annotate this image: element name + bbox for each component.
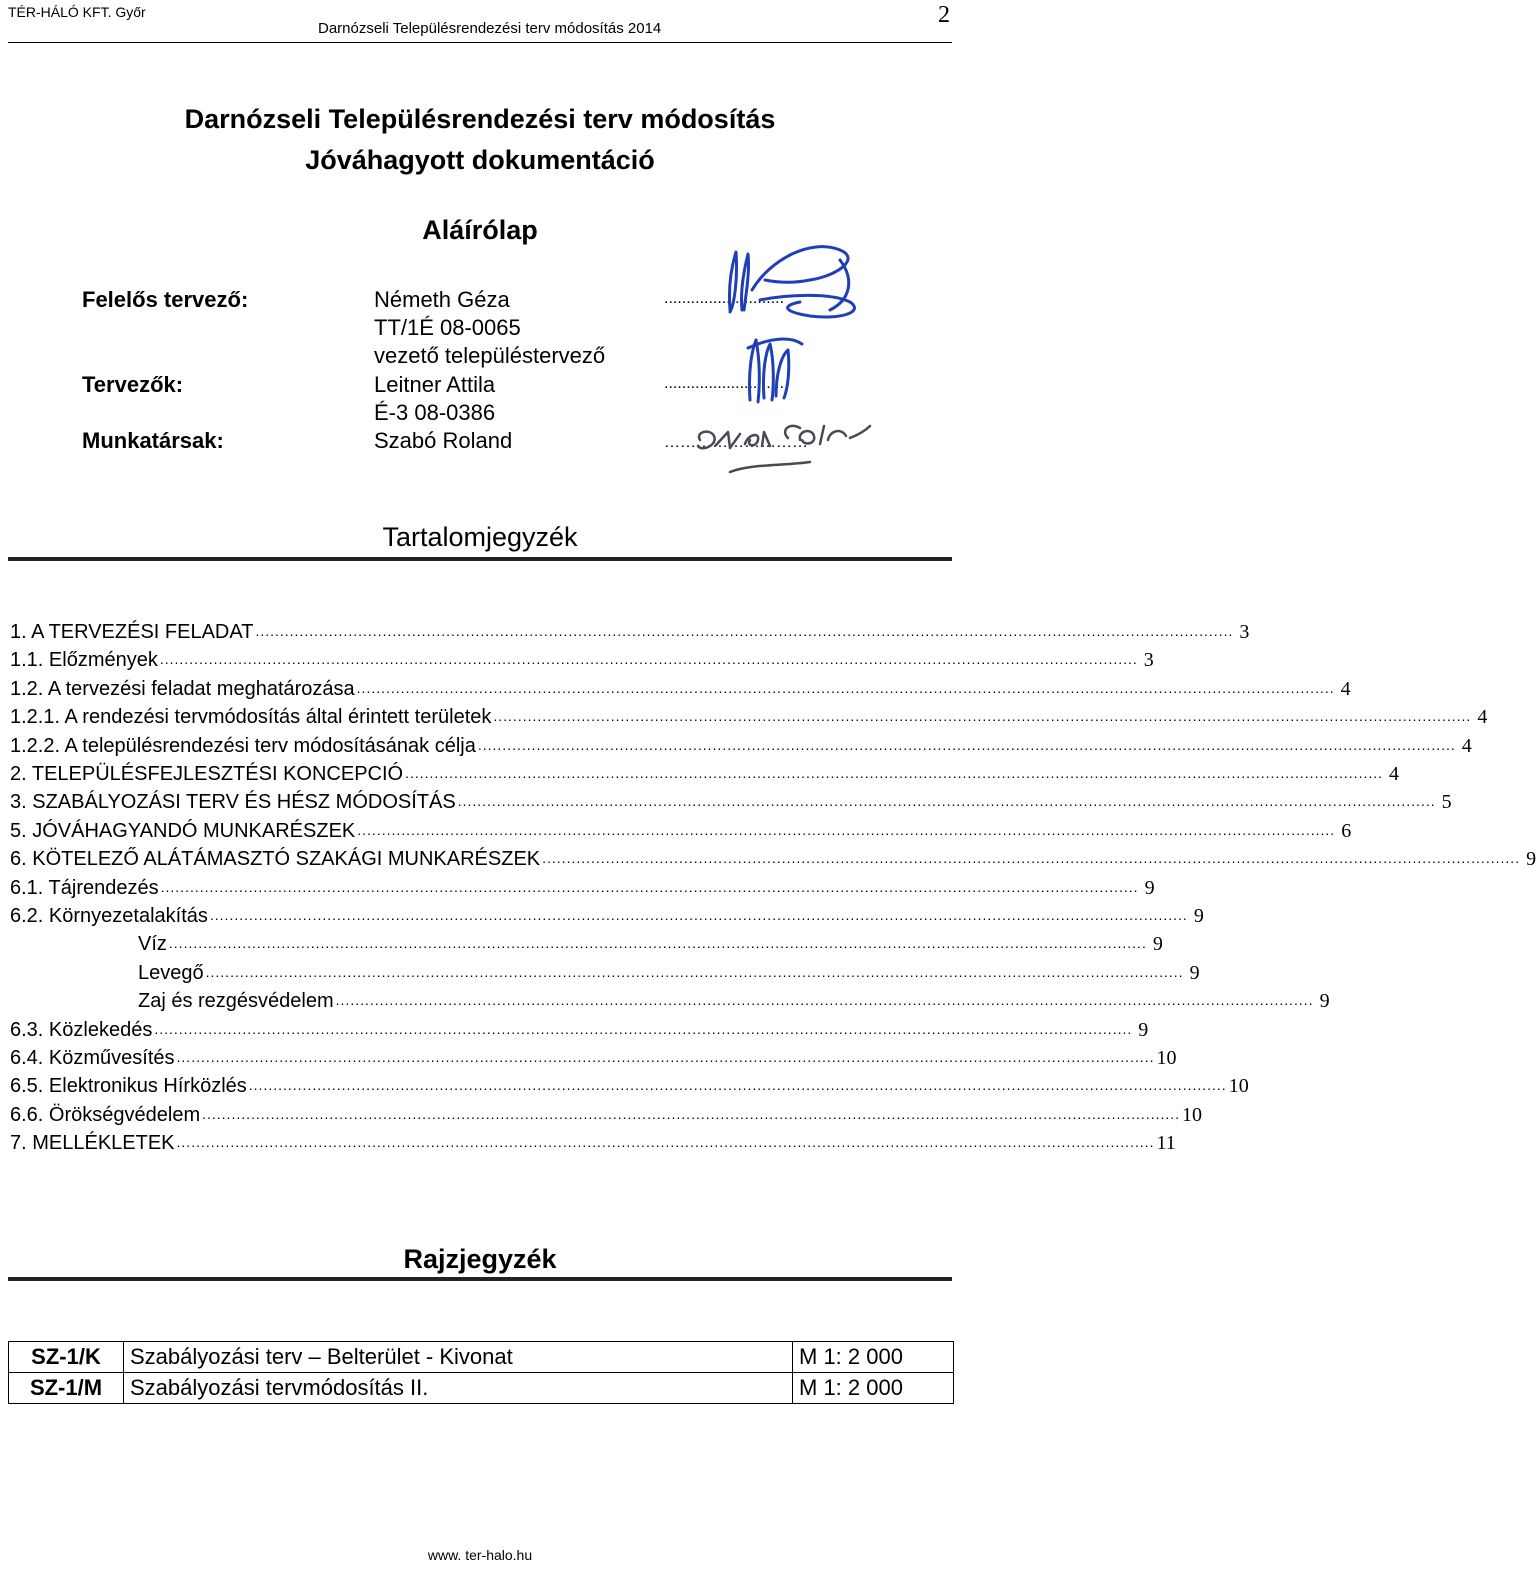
toc-divider	[8, 557, 952, 561]
toc-entry[interactable]	[10, 703, 1488, 731]
toc-title: Tartalomjegyzék	[382, 522, 578, 552]
toc-entry-page: 3	[1239, 621, 1250, 643]
drawings-divider	[8, 1277, 952, 1281]
toc-entry-page: 9	[1526, 848, 1536, 871]
designer-name: Leitner Attila	[374, 372, 496, 397]
toc-entry-label: 6.3. Közlekedés	[10, 1018, 153, 1041]
toc-entry-label: 1.2.2. A településrendezési terv módosításának célja	[10, 734, 476, 757]
toc-leader-dots: ........................................................................................................................................................................................................	[176, 1049, 1155, 1065]
toc-entry-page: 9	[1193, 905, 1204, 927]
toc-entry[interactable]	[10, 874, 1155, 902]
toc-leader-dots: ........................................................................................................................................................................................................	[405, 765, 1384, 781]
toc-entry[interactable]	[10, 788, 1452, 816]
staff-name: Szabó Roland	[374, 428, 513, 453]
toc-entry-label: 5. JÓVÁHAGYANDÓ MUNKARÉSZEK	[10, 819, 356, 842]
drawings-table	[8, 1341, 954, 1404]
toc-entry[interactable]	[10, 646, 1154, 674]
responsible-designer-label: Felelős tervező:	[82, 287, 249, 312]
drawing-name: Szabályozási tervmódosítás II.	[124, 1373, 793, 1404]
toc-entry-label: 1. A TERVEZÉSI FELADAT	[10, 621, 254, 643]
handwritten-signatures	[690, 240, 890, 500]
toc-leader-dots: ........................................................................................................................................................................................................	[493, 708, 1472, 725]
toc-leader-dots: ........................................................................................................................................................................................................	[477, 736, 1456, 753]
toc-entry-page: 9	[1138, 1018, 1149, 1041]
header-divider	[8, 42, 952, 43]
toc-entry-label: 6. KÖTELEZŐ ALÁTÁMASZTÓ SZAKÁGI MUNKARÉSZEK	[10, 848, 541, 871]
drawing-name: Szabályozási terv – Belterület - Kivonat	[124, 1342, 793, 1373]
toc-entry-label: 6.1. Tájrendezés	[10, 876, 159, 899]
signature-line-2: ...........................	[664, 375, 785, 392]
toc-leader-dots: ........................................................................................................................................................................................................	[356, 679, 1335, 696]
drawing-scale: M 1: 2 000	[793, 1342, 954, 1373]
document-subtitle: Jóváhagyott dokumentáció	[305, 145, 655, 175]
toc-entry[interactable]	[10, 817, 1352, 845]
toc-leader-dots: ........................................................................................................................................................................................................	[159, 651, 1138, 668]
responsible-designer-name: Németh Géza	[374, 287, 510, 312]
toc-entry[interactable]	[10, 760, 1400, 788]
toc-entry[interactable]	[10, 959, 1200, 987]
toc-leader-dots: ........................................................................................................................................................................................................	[202, 1105, 1181, 1122]
toc-entry-label: 7. MELLÉKLETEK	[10, 1132, 175, 1155]
document-title: Darnózseli Településrendezési terv módosítás	[184, 104, 776, 134]
toc-leader-dots: ........................................................................................................................................................................................................	[248, 1077, 1227, 1094]
designers-label: Tervezők:	[82, 372, 184, 397]
toc-entry-page: 4	[1389, 763, 1400, 785]
toc-entry-page: 10	[1228, 1075, 1249, 1098]
signature-line-1: ...........................	[664, 290, 785, 307]
header-company: TÉR-HÁLÓ KFT. Győr	[8, 4, 146, 20]
responsible-designer-registration: TT/1É 08-0065	[374, 315, 521, 340]
toc-entry[interactable]	[10, 1101, 1203, 1129]
staff-label: Munkatársak:	[82, 428, 224, 453]
toc-entry[interactable]	[10, 987, 1330, 1015]
toc-entry-label: 1.1. Előzmények	[10, 649, 158, 672]
drawing-code: SZ-1/M	[9, 1373, 124, 1404]
toc-entry-page: 9	[1152, 933, 1163, 956]
toc-leader-dots: ........................................................................................................................................................................................................	[335, 992, 1314, 1009]
toc-entry-label: 1.2. A tervezési feladat meghatározása	[10, 677, 355, 700]
toc-leader-dots: ........................................................................................................................................................................................................	[205, 963, 1184, 980]
responsible-designer-role: vezető településtervező	[374, 343, 606, 368]
toc-entry[interactable]	[10, 1016, 1149, 1044]
toc-entry-label: Levegő	[138, 961, 204, 984]
toc-entry[interactable]	[10, 930, 1163, 958]
toc-entry-page: 6	[1341, 819, 1352, 842]
toc-entry[interactable]	[10, 902, 1204, 930]
toc-entry-page: 4	[1340, 677, 1351, 700]
signature-line-3: ………………………	[664, 434, 808, 451]
toc-leader-dots: ........................................................................................................................................................................................................	[168, 935, 1147, 952]
header-doc-title: Darnózseli Településrendezési terv módosítás 2014	[318, 20, 662, 37]
toc-entry-label: 6.6. Örökségvédelem	[10, 1103, 201, 1126]
toc-entry-page: 9	[1144, 876, 1155, 899]
drawing-scale: M 1: 2 000	[793, 1373, 954, 1404]
table-row	[9, 1373, 954, 1404]
toc-entry-page: 9	[1189, 961, 1200, 984]
toc-leader-dots: ........................................................................................................................................................................................................	[209, 907, 1188, 923]
toc-entry-label: 1.2.1. A rendezési tervmódosítás által érintett területek	[10, 706, 492, 729]
toc-entry[interactable]	[10, 732, 1472, 760]
toc-entry-label: 6.4. Közművesítés	[10, 1047, 175, 1069]
toc-entry-label: 3. SZABÁLYOZÁSI TERV ÉS HÉSZ MÓDOSÍTÁS	[10, 791, 456, 814]
toc-entry[interactable]	[10, 1129, 1176, 1157]
toc-entry-page: 5	[1441, 791, 1452, 814]
toc-entry-page: 3	[1143, 649, 1154, 672]
toc-entry[interactable]	[10, 1044, 1177, 1072]
toc-leader-dots: ........................................................................................................................................................................................................	[255, 623, 1234, 639]
toc-entry-page: 10	[1182, 1103, 1203, 1126]
signature-sheet-title: Aláírólap	[422, 215, 538, 245]
toc-entry-page: 9	[1319, 990, 1330, 1013]
toc-entry-page: 10	[1156, 1047, 1177, 1069]
drawing-code: SZ-1/K	[9, 1342, 124, 1373]
toc-leader-dots: ........................................................................................................................................................................................................	[457, 793, 1436, 810]
drawings-title: Rajzjegyzék	[403, 1244, 557, 1274]
toc-entry-page: 4	[1477, 706, 1488, 729]
toc-entry[interactable]	[10, 1072, 1249, 1100]
toc-entry-label: Zaj és rezgésvédelem	[138, 990, 334, 1013]
toc-leader-dots: ........................................................................................................................................................................................................	[176, 1134, 1155, 1151]
toc-leader-dots: ........................................................................................................................................................................................................	[154, 1020, 1133, 1037]
toc-leader-dots: ........................................................................................................................................................................................................	[160, 878, 1139, 895]
toc-entry[interactable]	[10, 845, 1536, 873]
toc-entry[interactable]	[10, 675, 1351, 703]
toc-leader-dots: ........................................................................................................................................................................................................	[542, 850, 1521, 867]
toc-entry-label: 6.2. Környezetalakítás	[10, 905, 208, 927]
toc-entry[interactable]	[10, 618, 1250, 646]
toc-leader-dots: ........................................................................................................................................................................................................	[357, 821, 1336, 838]
footer-website: www. ter-halo.hu	[427, 1547, 533, 1563]
toc-entry-label: Víz	[138, 933, 167, 956]
toc-entry-page: 11	[1156, 1132, 1176, 1155]
table-row	[9, 1342, 954, 1373]
toc-entry-label: 2. TELEPÜLÉSFEJLESZTÉSI KONCEPCIÓ	[10, 763, 404, 785]
page-number: 2	[938, 2, 950, 28]
designer-registration: É-3 08-0386	[374, 400, 496, 425]
toc-entry-label: 6.5. Elektronikus Hírközlés	[10, 1075, 247, 1098]
toc-entry-page: 4	[1461, 734, 1472, 757]
